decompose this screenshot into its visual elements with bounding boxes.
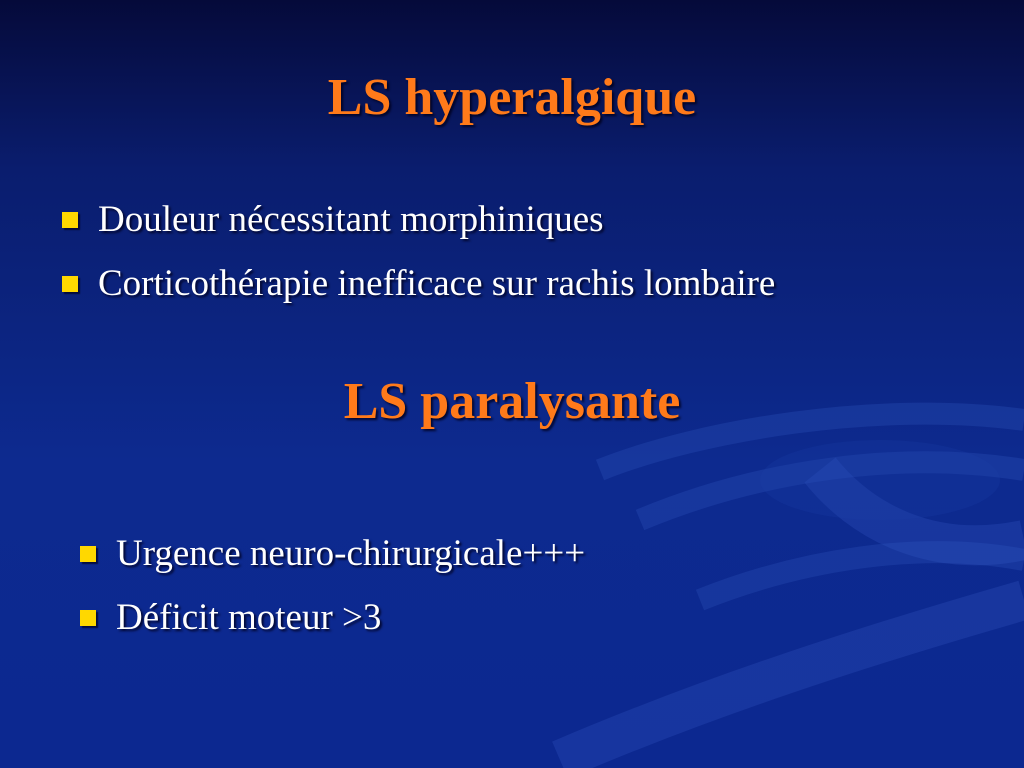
square-bullet-icon bbox=[80, 546, 96, 562]
square-bullet-icon bbox=[62, 276, 78, 292]
section-title-hyperalgique: LS hyperalgique bbox=[327, 69, 697, 126]
bullet-item bbox=[80, 586, 585, 650]
bullet-item bbox=[80, 522, 585, 586]
bullet-item bbox=[62, 188, 775, 252]
bullet-item bbox=[62, 252, 775, 316]
square-bullet-icon bbox=[80, 610, 96, 626]
bullet-text: Déficit moteur >3 bbox=[116, 597, 382, 638]
section-title-paralysante: LS paralysante bbox=[343, 373, 681, 430]
bullet-text: Douleur nécessitant morphiniques bbox=[98, 199, 604, 240]
square-bullet-icon bbox=[62, 212, 78, 228]
bullet-list-paralysante bbox=[80, 522, 585, 650]
bullet-text: Urgence neuro-chirurgicale+++ bbox=[116, 533, 586, 574]
bullet-text: Corticothérapie inefficace sur rachis lombaire bbox=[98, 263, 776, 304]
bullet-list-hyperalgique bbox=[62, 188, 775, 316]
